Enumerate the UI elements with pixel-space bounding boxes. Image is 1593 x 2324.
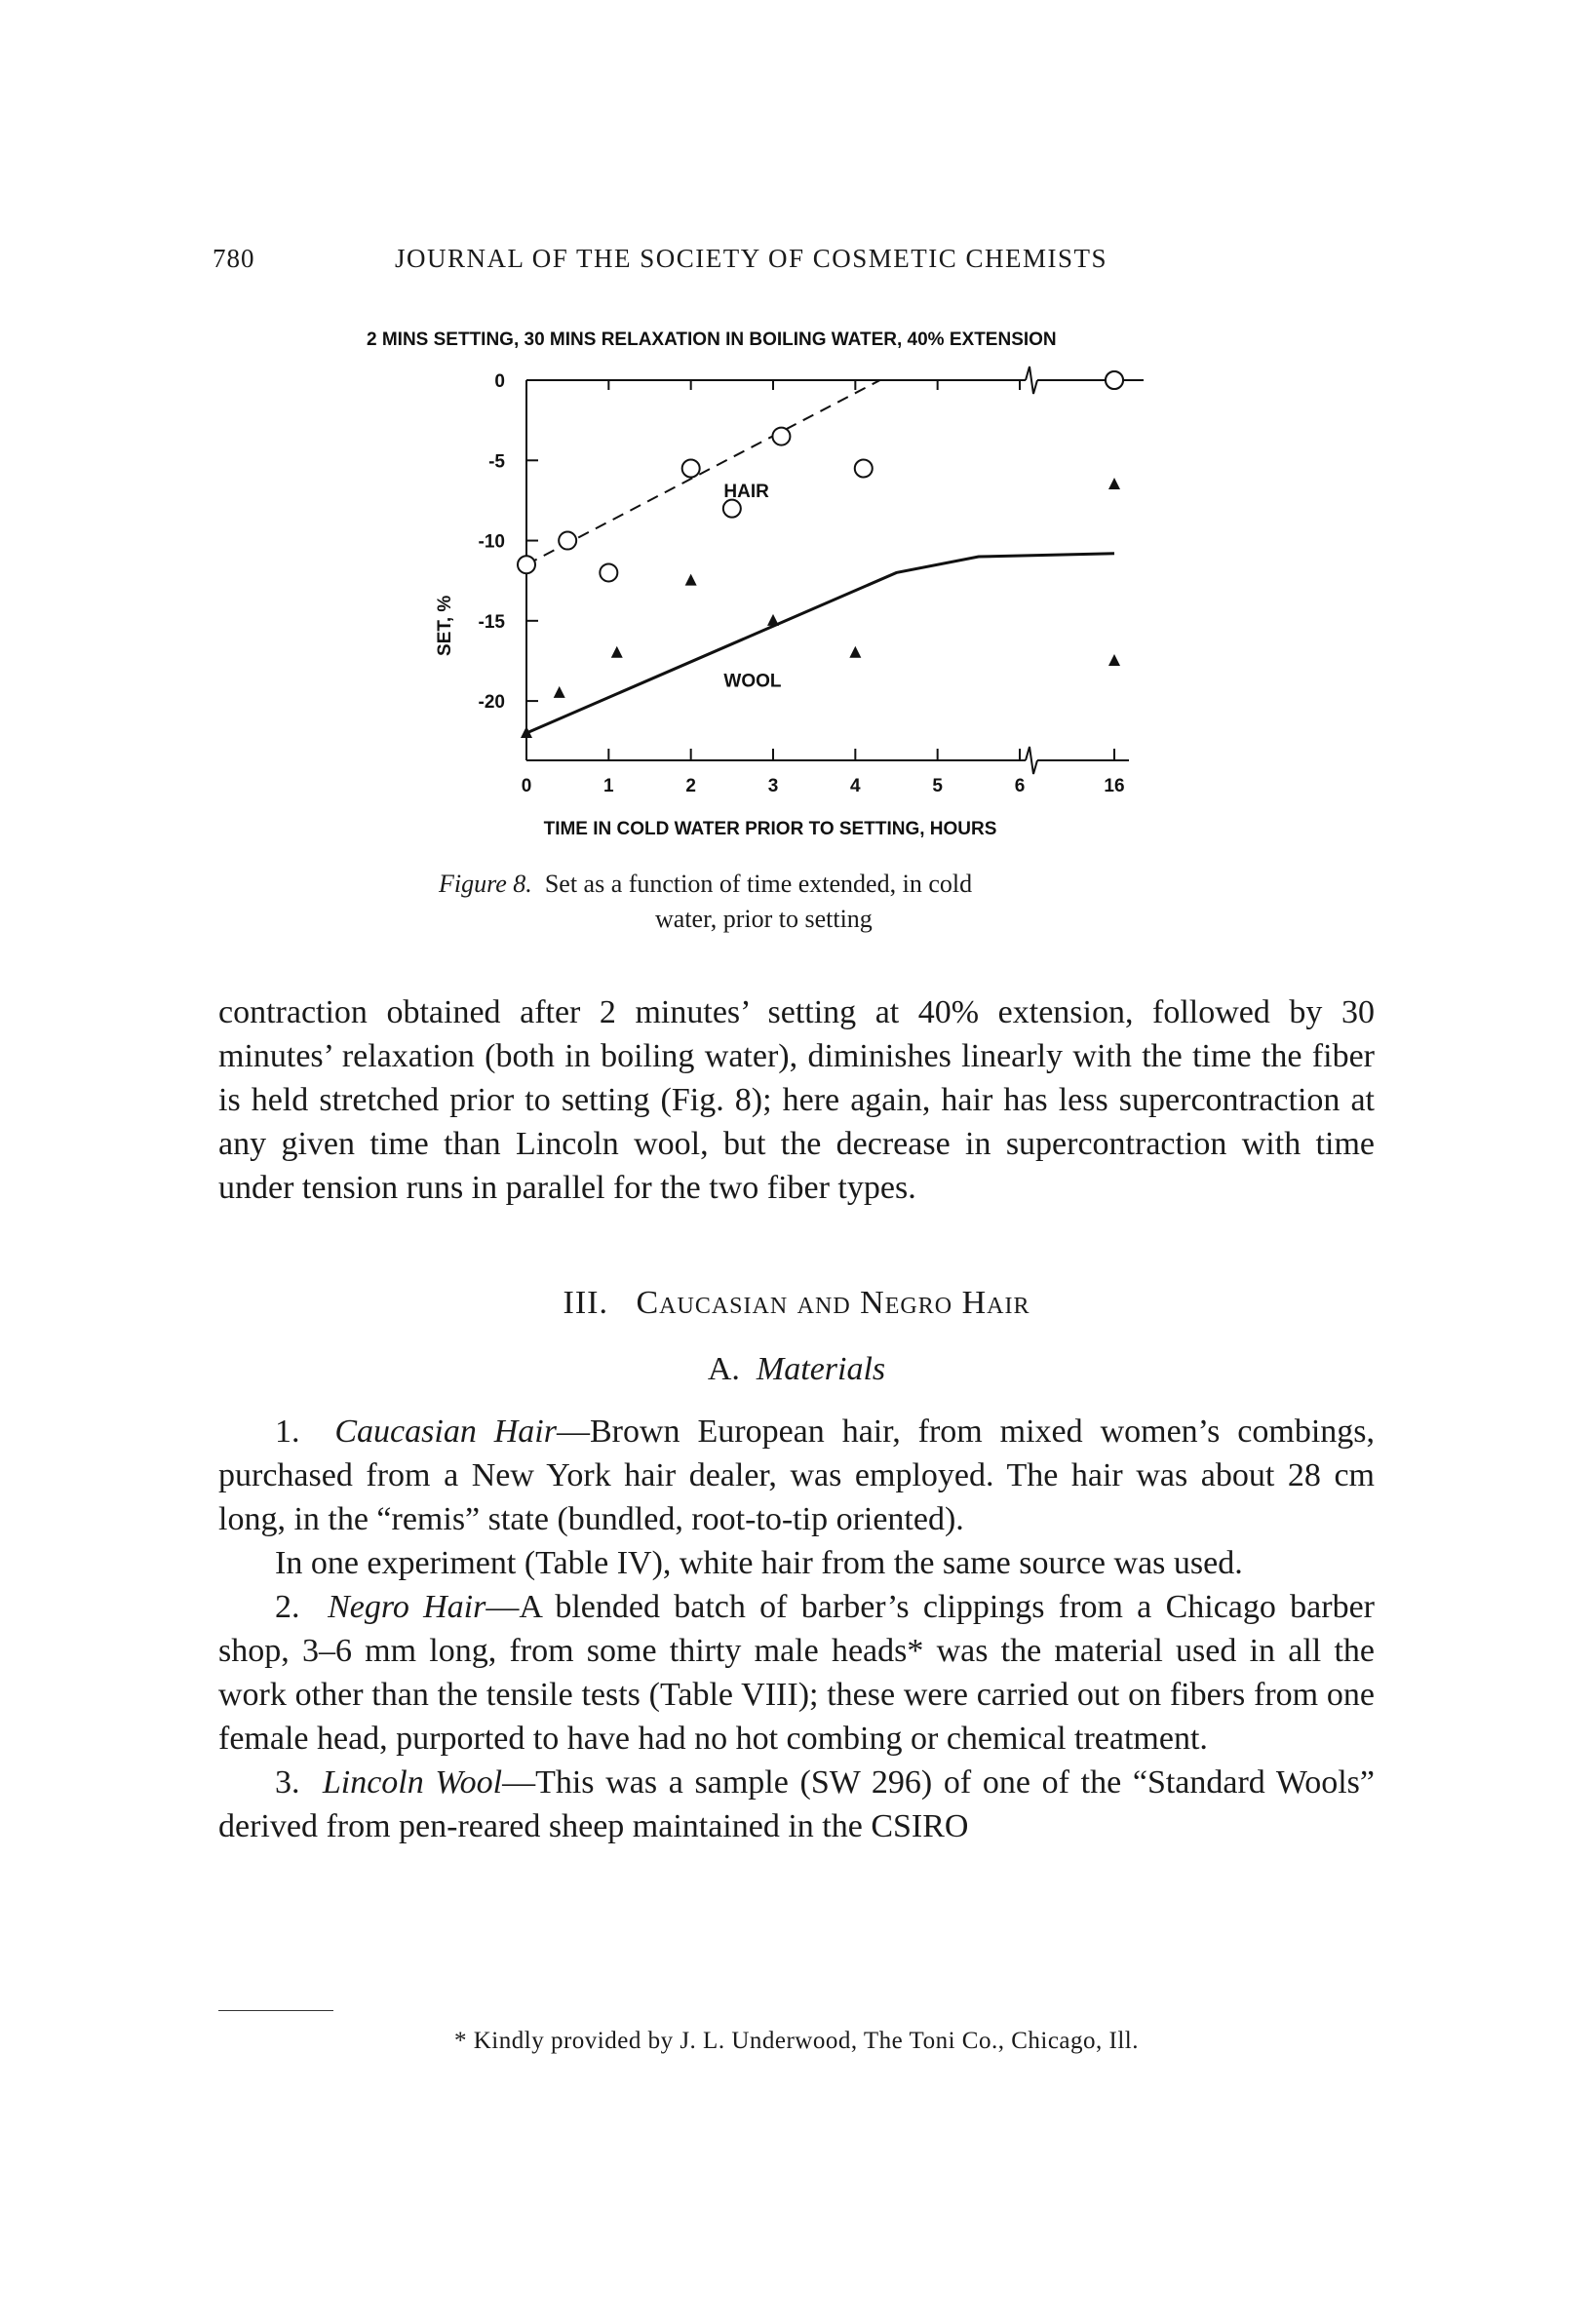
x-tick-label: 3 (767, 776, 779, 796)
section-heading: III. Caucasian and Negro Hair (563, 1285, 1030, 1321)
material-item-1: 1. Caucasian Hair—Brown European hair, from mixed women’s combings, purchased from a New York hair dealer, was employed. The hair was about 28 cm long, in the “remis” state (bundled, root-to-tip oriented). (218, 1414, 1375, 1537)
x-axis-break (1026, 747, 1037, 774)
x-tick-label: 4 (850, 776, 861, 796)
hair-data-point (855, 460, 873, 478)
y-tick-label: -20 (478, 692, 505, 714)
hair-data-point (1106, 371, 1123, 389)
caption-line-2: water, prior to setting (655, 905, 873, 933)
x-tick-label: 16 (1104, 776, 1125, 796)
y-axis-label: SET, % (435, 595, 455, 656)
wool-data-point (849, 646, 861, 658)
materials-list (218, 1410, 1375, 1848)
chart-title: 2 MINS SETTING, 30 MINS RELAXATION IN BOILING WATER, 40% EXTENSION (367, 329, 1057, 350)
x-tick-label: 2 (685, 776, 696, 796)
y-tick-label: -15 (478, 611, 505, 633)
y-tick-label: -5 (488, 451, 505, 473)
subsection-heading-text: Materials (756, 1351, 886, 1387)
wool-data-point (1108, 478, 1120, 489)
figure-label: Figure 8. (439, 870, 532, 898)
wool-data-point (685, 574, 697, 586)
body-paragraph-1: contraction obtained after 2 minutes’ setting at 40% extension, followed by 30 minutes’ relaxation (both in boiling water), diminishes linearly with the time the fiber is held stretched prior to setting (Fig. 8); here again, hair has less supercontraction at any given time than Lincoln wool, but the decrease in supercontraction with time under tension runs in parallel for the two fiber types. (218, 994, 1375, 1206)
wool-data-point (554, 686, 565, 698)
top-axis-break (1026, 367, 1037, 394)
hair-series-label: HAIR (723, 482, 769, 503)
caption-line-1: Set as a function of time extended, in cold (544, 870, 973, 898)
x-tick-label: 1 (603, 776, 614, 796)
chart-fit-lines (526, 380, 1114, 733)
footnote-rule (218, 2010, 333, 2011)
hair-data-point (518, 556, 535, 573)
footnote: * Kindly provided by J. L. Underwood, The Toni Co., Chicago, Ill. (454, 2028, 1139, 2054)
page-number: 780 (213, 244, 255, 273)
material-item-3: 3. Lincoln Wool—This was a sample (SW 296) of one of the “Standard Wools” derived from pen-reared sheep maintained in the CSIRO (218, 1764, 1375, 1844)
wool-data-point (767, 614, 779, 626)
hair-data-point (682, 460, 700, 478)
journal-title: JOURNAL OF THE SOCIETY OF COSMETIC CHEMISTS (395, 244, 1108, 273)
x-tick-label: 5 (932, 776, 943, 796)
x-tick-label: 6 (1014, 776, 1026, 796)
y-tick-label: -10 (478, 531, 505, 553)
wool-series-label: WOOL (723, 671, 782, 692)
wool-data-point (611, 646, 623, 658)
figure-8-chart (0, 0, 1593, 877)
hair-fit-line (526, 380, 880, 564)
y-tick-label: 0 (494, 371, 505, 392)
material-item-2: 2. Negro Hair—A blended batch of barber’s clippings from a Chicago barber shop, 3–6 mm long, from some thirty male heads* was the material used in all the work other than the tensile tests (Table VIII); these were carried out on fibers from one female head, purported to have had no hot combing or chemical treatment. (218, 1589, 1375, 1757)
x-axis-label: TIME IN COLD WATER PRIOR TO SETTING, HOURS (543, 819, 997, 839)
chart-axes (526, 367, 1144, 774)
subsection-heading: A. Materials (707, 1351, 886, 1387)
hair-data-point (559, 532, 576, 550)
x-tick-label: 0 (521, 776, 532, 796)
section-heading-text: Caucasian and Negro Hair (636, 1285, 1030, 1321)
hair-data-point (600, 563, 617, 581)
material-item-1-followup: In one experiment (Table IV), white hair from the same source was used. (275, 1545, 1243, 1581)
hair-data-point (723, 500, 741, 518)
hair-data-point (772, 428, 790, 445)
wool-data-point (1108, 654, 1120, 666)
